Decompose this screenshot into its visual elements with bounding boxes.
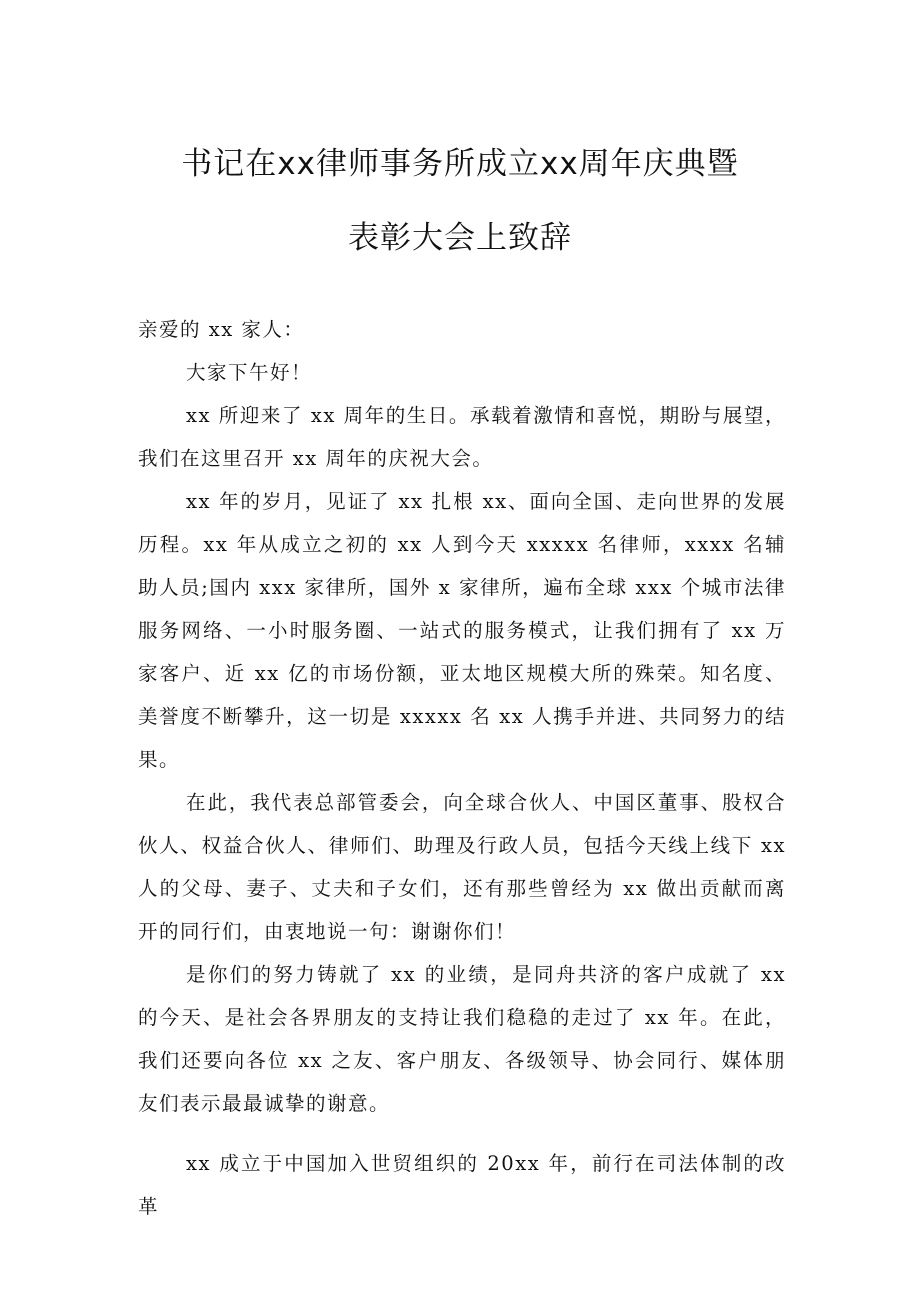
paragraph-founding: xx 成立于中国加入世贸组织的 20xx 年，前行在司法体制的改革 [138,1152,786,1218]
document-body [138,308,786,1228]
paragraph-gratitude: 是你们的努力铸就了 xx 的业绩，是同舟共济的客户成就了 xx 的今天、是社会各界朋友的支持让我们稳稳的走过了 xx 年。在此，我们还要向各位 xx 之友、客户朋友、各级领导、协会同行、媒体朋友们表示最最诚挚的谢意。 [138,963,786,1115]
paragraph-history: xx 年的岁月，见证了 xx 扎根 xx、面向全国、走向世界的发展历程。xx 年从成立之初的 xx 人到今天 xxxxx 名律师，xxxx 名辅助人员;国内 xxx 家律所，国外 x 家律所，遍布全球 xxx 个城市法律服务网络、一小时服务圈、一站式的服务模式，让我们拥有了 xx 万家客户、近 xx 亿的市场份额，亚太地区规模大所的殊荣。知名度、美誉度不断攀升，这一切是 xxxxx 名 xx 人携手并进、共同努力的结果。 [138,490,787,771]
paragraph-greeting: 大家下午好！ [186,361,313,384]
salutation: 亲爱的 xx 家人： [138,318,305,341]
paragraph-anniversary: xx 所迎来了 xx 周年的生日。承载着激情和喜悦，期盼与展望，我们在这里召开 xx 周年的庆祝大会。 [138,404,786,470]
paragraph-thanks: 在此，我代表总部管委会，向全球合伙人、中国区董事、股权合伙人、权益合伙人、律师们、助理及行政人员，包括今天线上线下 xx 人的父母、妻子、丈夫和子女们，还有那些曾经为 xx 做出贡献而离开的同行们，由衷地说一句：谢谢你们！ [138,791,786,943]
document-title-line-2: 表彰大会上致辞 [348,220,572,256]
document-title-line-1: 书记在xx律师事务所成立xx周年庆典暨 [181,146,739,182]
